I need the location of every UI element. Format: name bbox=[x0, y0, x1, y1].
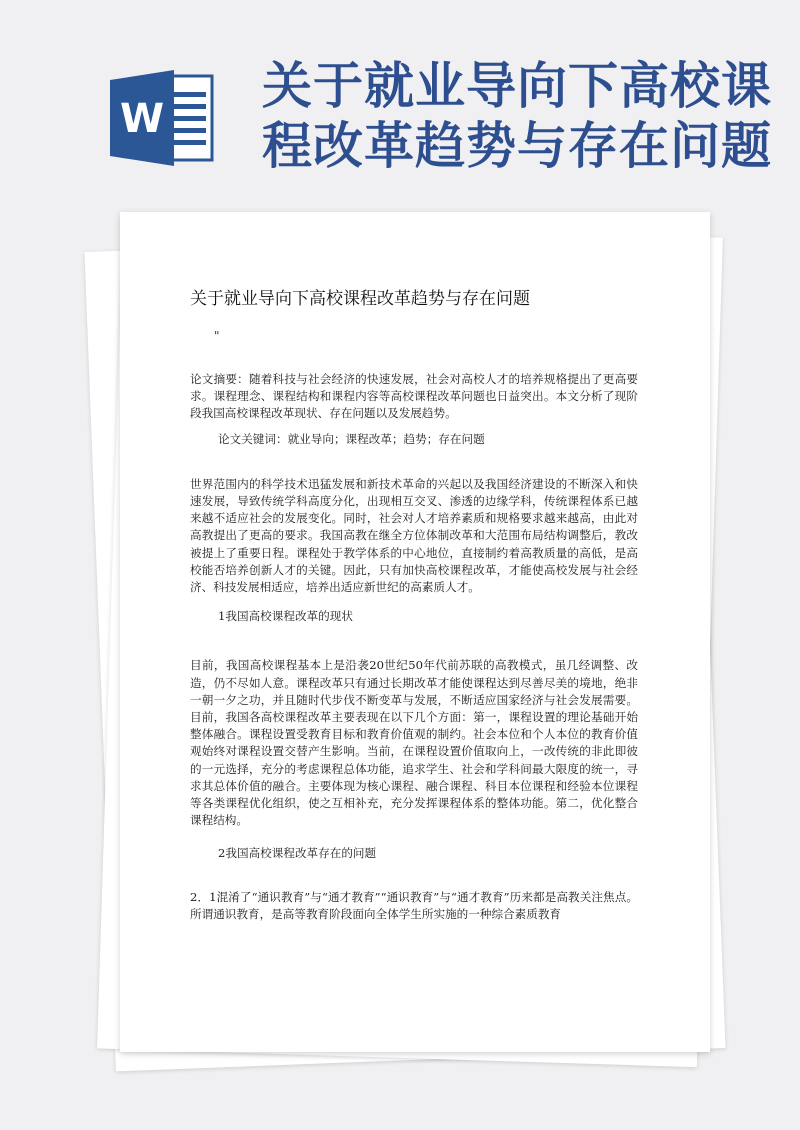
word-document-icon bbox=[108, 68, 218, 168]
document-page bbox=[120, 212, 710, 1052]
document-body bbox=[190, 284, 638, 923]
section-2-paragraph: 2．1混淆了“通识教育”与“通才教育”“通识教育”与“通才教育”历来都是高教关注焦点。所谓通识教育，是高等教育阶段面向全体学生所实施的一种综合素质教育 bbox=[190, 889, 638, 921]
section-1-paragraph: 目前，我国高校课程基本上是沿袭20世纪50年代前苏联的高教模式，虽几经调整、改造，仍不尽如人意。课程改革只有通过长期改革才能使课程达到尽善尽美的境地，绝非一朝一夕之功，并且随时代步伐不断变革与发展，不断适应国家经济与社会发展需要。目前，我国各高校课程改革主要表现在以下几个方面：第一，课程设置的理论基础开始整体融合。课程设置受教育目标和教育价值观的制约。社会本位和个人本位的教育价值观始终对课程设置交替产生影响。当前，在课程设置价值取向上，一改传统的非此即彼的一元选择，充分的考虑课程总体功能，追求学生、社会和学科间最大限度的统一，寻求其总体价值的融合。主要体现为核心课程、融合课程、科目本位课程和经验本位课程等各类课程优化组织，使之互相补充，充分发挥课程体系的整体功能。第二，优化整合课程结构。 bbox=[190, 658, 638, 828]
keywords-line: 论文关键词：就业导向；课程改革；趋势；存在问题 bbox=[218, 431, 485, 446]
word-icon-letter: W bbox=[119, 96, 165, 142]
quote-mark: " bbox=[214, 329, 220, 343]
document-title: 关于就业导向下高校课程改革趋势与存在问题 bbox=[190, 289, 530, 309]
banner-title-line-1: 关于就业导向下高校课 bbox=[262, 57, 772, 115]
abstract-paragraph: 论文摘要：随着科技与社会经济的快速发展，社会对高校人才的培养规格提出了更高要求。课程理念、课程结构和课程内容等高校课程改革问题也日益突出。本文分析了现阶段我国高校课程改革现状、存在问题以及发展趋势。 bbox=[190, 372, 638, 421]
section-1-heading: 1我国高校课程改革的现状 bbox=[218, 609, 353, 624]
banner-title bbox=[262, 56, 782, 176]
banner bbox=[0, 0, 800, 210]
intro-paragraph: 世界范围内的科学技术迅猛发展和新技术革命的兴起以及我国经济建设的不断深入和快速发展，导致传统学科高度分化，出现相互交叉、渗透的边缘学科，传统课程体系已越来越不适应社会的发展变化。同时，社会对人才培养素质和规格要求越来越高，由此对高教提出了更高的要求。我国高教在继全方位体制改革和大范围布局结构调整后，教改被提上了重要日程。课程处于教学体系的中心地位，直接制约着高教质量的高低，是高校能否培养创新人才的关键。因此，只有加快高校课程改革，才能使高校发展与社会经济、科技发展相适应，培养出适应新世纪的高素质人才。 bbox=[190, 476, 638, 595]
banner-title-line-2: 程改革趋势与存在问题 bbox=[262, 117, 772, 175]
section-2-heading: 2我国高校课程改革存在的问题 bbox=[218, 846, 377, 861]
